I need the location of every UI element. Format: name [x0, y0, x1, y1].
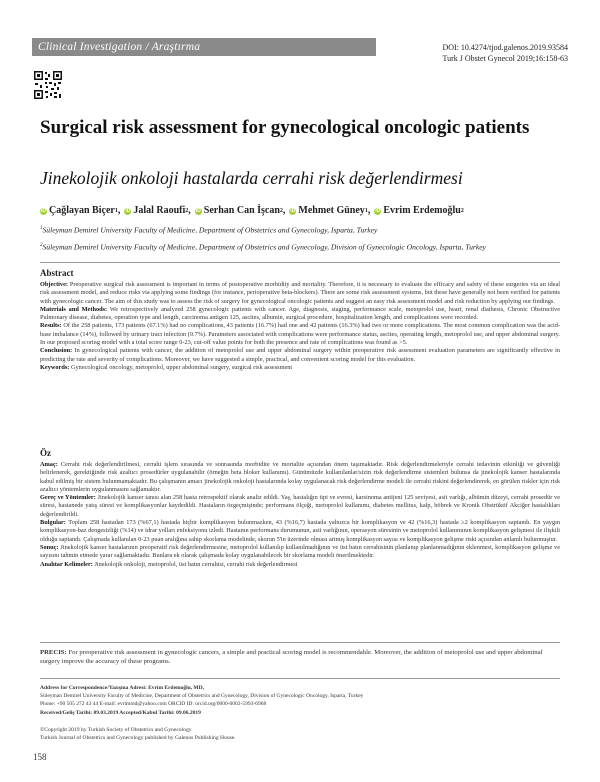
- correspondence: Address for Correspondence/Yazışma Adresi: Evrim Erdemoğlu, MD, Süleyman Demirel University Faculty of Medicine, Department of Obstetrics and Gynecology, Division of Gynecologic Oncology, Isparta, Turkey Phone: +90 505 272 43 44 E-mail: evrimmd@yahoo.com ORCID ID: orcid.org/0000-0002-5993-6968 Received/Geliş Tarihi: 09.03.2019 Accepted/Kabul Tarihi: 09.06.2019: [40, 685, 364, 716]
- abstract-body: Objective: Preoperative surgical risk assessment is important in terms of postoperative morbidity and mortality. Therefore, it is necessary to evaluate the efficacy and safety of these surgeries via an ideal risk assessment model, and reduce risks via applying some findings (for instance, perioperative beta-blockers). There are some risk assessment systems, but these have generally not been verified for patients with gynecologic cancer. The aim of this study was to assess the risk of surgery for gynecological oncologic patients and suggest an easy risk assessment model and risk reduction by applying our findings. Materials and Methods: We retrospectively analyzed 258 gynecologic patients with cancer. Age, diagnosis, staging, performance scale, metoprolol use, heart, renal diathesis, Chronic Obstructive Pulmonary disease, diabetes, operation type and length, carcinoma antigen 125, ascites, albumin, surgical procedure, hospitalization length, and complications were recorded. Results: Of the 258 patients, 173 patients (67.1%) had no complications, 43 patients (16.7%) had one and 42 patients (16.3%) had two or more complications. The most common complication was the acid-base imbalance (14%), followed by urinary tract infection (9.7%). Parameters associated with complications were performance status, ascites, operating length, metoprolol use, and upper abdominal surgery. In our proposed scoring model with a total score range 0-23, cut-off value points for both the presence and rate of complications was found as >5. Conclusion: In gynecological patients with cancer, the addition of metoprolol use and upper abdominal surgery within preoperative risk assessment evaluation parameters are significantly effective in predicting the rate and severity of complications. Moreover, we have suggested a simple, practical, and convenient scoring model for this evaluation. Keywords: Gynecological oncology, metoprolol, upper abdominal surgery, surgical risk assessment: [40, 281, 561, 371]
- affiliation: $^1$Süleyman Demirel University Faculty of Medicine, Department of Obstetrics and Gynecology, Isparta, Turkey: [40, 225, 378, 235]
- orcid-icon[interactable]: iD: [41, 207, 46, 214]
- affiliation: $^2$Süleyman Demirel University Faculty of Medicine, Department of Obstetrics and Gynecology, Division of Gynecologic Oncology, Isparta, Turkey: [40, 242, 486, 252]
- orcid-icon[interactable]: iD: [195, 207, 201, 214]
- author[interactable]: iD Çağlayan Biçer 1 ,: [41, 205, 121, 216]
- doi[interactable]: DOI: 10.4274/tjod.galenos.2019.93584: [442, 43, 568, 52]
- article-title: Surgical risk assessment for gynecological oncologic patients: [40, 117, 530, 138]
- copyright: ©Copyright 2019 by Turkish Society of Obstetrics and Gynecology Turkish Journal of Obstetrics and Gynecology published by Galenos Publishing House.: [40, 727, 236, 741]
- precis: PRECIS: For preoperative risk assessment in gynecologic cancers, a simple and practical scoring model is recommendable. Moreover, the addition of metoprolol use and upper abdominal surgery improve the accuracy of these programs.: [40, 649, 543, 665]
- author[interactable]: iD Jalal Raoufi 2 ,: [125, 205, 191, 216]
- page-number: 158: [33, 752, 47, 762]
- section-band: Clinical Investigation / Araştırma: [32, 38, 376, 56]
- author[interactable]: iD Mehmet Güney 1 ,: [290, 205, 371, 216]
- orcid-icon[interactable]: iD: [125, 207, 131, 214]
- oz-body: Amaç: Cerrahi risk değerlendirilmesi, cerrahi işlem sırasında ve sonrasında morbidite ve mortalite açısından önem taşımaktadır. Risk değerlendirmeleriyle cerrahi tedavinin etkinliği ve güvenliği belirlenerek, gerektiğinde risk azaltıcı prosedürler uygulanabilir (örneğin beta bloker kullanımı). Günümüzde kullanılanlar/sizin risk değerlendirme sistemleri bulunsa da jinekolojik kanser hastalarında kabul edilmiş bir sistem bulunmamaktadır. Bu çalışmanın amacı jinekolojik onkoloji hastalarında kolay uygulanacak risk değerlendirme modeli ile cerrahi riskini değerlendirerek, en görülen riskler için risk azaltıcı yöntemlerin uygulanmasını sağlamaktır. Gereç ve Yöntemler: Jinekolojik kanser tanısı alan 258 hasta retrospektif olarak analiz edildi. Yaş, hastalığın tipi ve evresi, karsinoma antijeni 125 seviyesi, asit varlığı, albümin düzeyi, cerrahi prosedür ve süresi, hastanede yatış süresi ve komplikasyonlar kaydedildi. Hastaların özgeçmişinde; performans ölçeği, metoprolol kullanımı, diabetes mellitus, kalp, böbrek ve Kronik Obstrüktif Akciğer hastalıkları değerlendirildi. Bulgular: Toplam 258 hastadan 173 (%67,1) hastada hiçbir komplikasyon bulunmazken, 43 (%16,7) hastada yalnızca bir komplikasyon ve 42 (%16,3) hastada ≥2 komplikasyon saptandı. En yaygın komplikasyon-baz dengesizliği (%14) ve idrar yolları enfeksiyonu izledi. Hastanın performans durumunun, asit varlığının, operasyon süresinin ve metoprolol kullanımının komplikasyon gelişmesi ile ilişkili olduğu saptandı. Çalışmada kullanılan 0-23 puan aralığına sahip skorlama modelinde, skorun 5'in üzerinde olması artmış komplikasyon sayısı ve komplikasyon gelişme riski açısından anlamlı bulunmuştur. Sonuç: Jinekolojik kanser hastalarının preoperatif risk değerlendirmesine, metoprolol kullanılıp kullanılmadığının ve üst batın cerrahisinin planlanıp planlanmadığının eklenmesi, komplikasyon gelişme ve sayısını tahmin etmede yarar sağlamaktadır. Bunlara ek olarak çalışmada kolay uygulanabilecek bir skorlama modeli önerilmektedir. Anahtar Kelimeler: Jinekolojik onkoloji, metoprolol, üst batın cerrahisi, cerrahi risk değerlendirmesi: [40, 461, 561, 568]
- qr-code-icon: [33, 70, 63, 100]
- divider: [40, 678, 560, 679]
- orcid-icon[interactable]: iD: [290, 207, 296, 214]
- oz-heading: Öz: [40, 448, 51, 458]
- orcid-icon[interactable]: iD: [375, 207, 381, 214]
- doi-block: [442, 42, 568, 64]
- journal-ref: Turk J Obstet Gynecol 2019;16:158-63: [442, 54, 568, 63]
- author[interactable]: iD Evrim Erdemoğlu 2: [375, 205, 464, 216]
- abstract-heading: Abstract: [40, 268, 74, 278]
- author-list: [40, 205, 580, 217]
- author[interactable]: iD Serhan Can İşcan 2 ,: [195, 205, 286, 216]
- divider: [40, 642, 560, 643]
- article-subtitle: Jinekolojik onkoloji hastalarda cerrahi risk değerlendirmesi: [40, 168, 463, 188]
- divider: [40, 262, 560, 263]
